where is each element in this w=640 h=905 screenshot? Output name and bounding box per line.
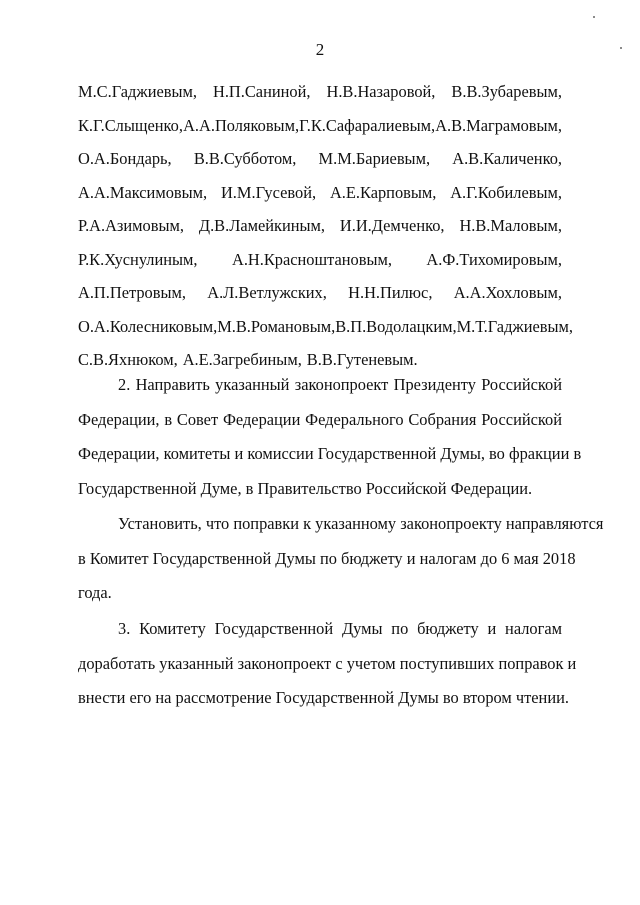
paragraph-3 (78, 612, 577, 716)
name: О.А.Бондарь, (78, 149, 172, 168)
name: А.Н.Красноштановым, (231, 249, 392, 269)
name: М.С.Гаджиевым, (78, 82, 197, 101)
name: А.П.Петровым, (78, 283, 186, 302)
text-line: 3. Комитету Государственной Думы по бюджету и налогам (118, 619, 562, 638)
name: К.Г.Слыщенко, (78, 115, 183, 135)
page-number: 2 (315, 40, 325, 59)
name: А.В.Каличенко, (452, 149, 562, 168)
scan-speck (620, 47, 622, 49)
paragraph-amendments (78, 507, 604, 611)
text-line: доработать указанный законопроект с учетом поступивших поправок и (78, 653, 577, 673)
name: М.В.Романовым, (217, 316, 336, 336)
name: Д.В.Ламейкиным, (198, 216, 325, 235)
name: А.В.Маграмовым, (435, 115, 562, 135)
name: А.Г.Кобилевым, (450, 182, 562, 202)
name: Н.В.Маловым, (459, 216, 562, 235)
name: С.В.Яхнюком, (78, 350, 178, 369)
name: В.П.Водолацким, (335, 316, 457, 336)
names-row (78, 81, 562, 115)
name: Н.В.Назаровой, (326, 82, 436, 101)
name: А.Е.Карповым, (329, 182, 437, 202)
name: О.А.Колесниковым, (78, 316, 218, 336)
name: А.А.Поляковым, (183, 115, 300, 135)
name: М.М.Бариевым, (318, 149, 431, 168)
name: Н.Н.Пилюс, (348, 283, 433, 302)
names-row (78, 282, 562, 316)
name: Г.К.Сафаралиевым, (299, 115, 436, 135)
names-row (78, 316, 574, 350)
text-line: в Комитет Государственной Думы по бюджету и налогам до 6 мая 2018 (78, 548, 576, 568)
names-row (78, 182, 562, 216)
text-line: Федерации, комитеты и комиссии Государственной Думы, во фракции в (78, 444, 582, 463)
name: Р.А.Азимовым, (78, 216, 184, 235)
name: М.Т.Гаджиевым, (456, 316, 574, 336)
name: А.А.Хохловым, (453, 283, 562, 302)
name: В.В.Субботом, (193, 149, 297, 168)
text-line: внести его на рассмотрение Государственной Думы во втором чтении. (78, 688, 569, 707)
names-row (78, 249, 562, 283)
text-line: Установить, что поправки к указанному законопроекту направляются (118, 514, 604, 533)
name: В.В.Гутеневым. (306, 350, 418, 369)
name: И.И.Демченко, (339, 216, 445, 235)
name: И.М.Гусевой, (220, 182, 317, 202)
text-line: Федерации, в Совет Федерации Федерального Собрания Российской (78, 409, 562, 429)
names-row (78, 148, 562, 182)
names-row (78, 215, 562, 249)
name: В.В.Зубаревым, (451, 82, 562, 101)
name: А.Л.Ветлужских, (207, 283, 327, 302)
name: А.Ф.Тихомировым, (426, 249, 562, 269)
paragraph-2 (78, 368, 582, 506)
scan-speck (593, 16, 595, 18)
names-list (78, 81, 574, 383)
name: Р.К.Хуснулиным, (78, 249, 198, 269)
name: Н.П.Саниной, (213, 82, 311, 101)
text-line: 2. Направить указанный законопроект Президенту Российской (118, 375, 562, 394)
text-line: года. (78, 583, 112, 602)
names-row (78, 115, 562, 149)
name: А.Е.Загребиным, (182, 350, 302, 369)
name: А.А.Максимовым, (78, 182, 208, 202)
text-line: Государственной Думе, в Правительство Российской Федерации. (78, 478, 533, 498)
